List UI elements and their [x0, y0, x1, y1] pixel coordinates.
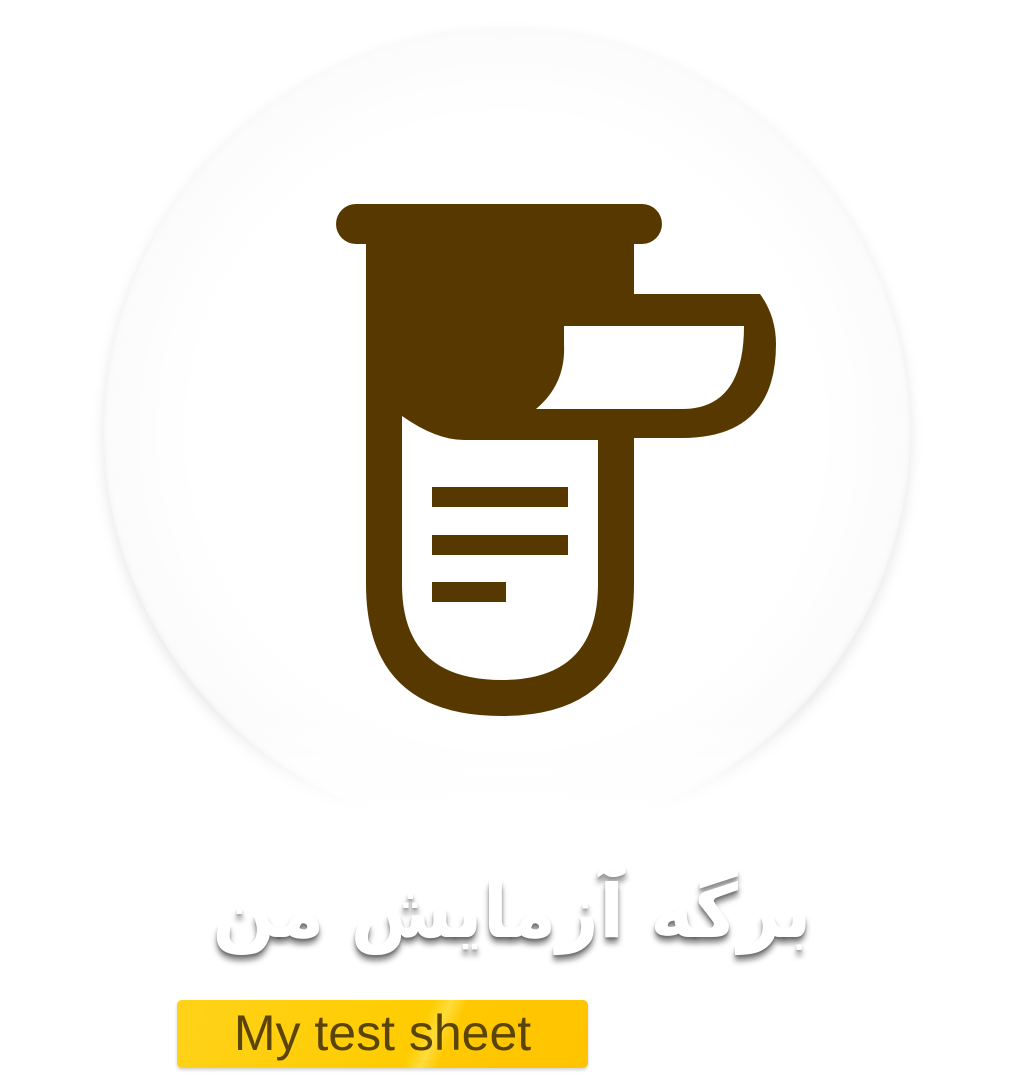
test-tube-sheet-icon	[336, 204, 776, 716]
app-title-english: My test sheet	[233, 1005, 532, 1061]
sheet-line-2	[432, 535, 568, 555]
sheet-line-3	[432, 582, 506, 602]
tube-rim	[336, 204, 662, 244]
backdrop-fade	[0, 700, 1024, 860]
sheet-line-1	[432, 487, 568, 507]
paper-tab	[536, 326, 744, 409]
app-title-persian: برگه آزمایش من	[212, 869, 812, 955]
app-title-badge	[177, 1000, 588, 1068]
